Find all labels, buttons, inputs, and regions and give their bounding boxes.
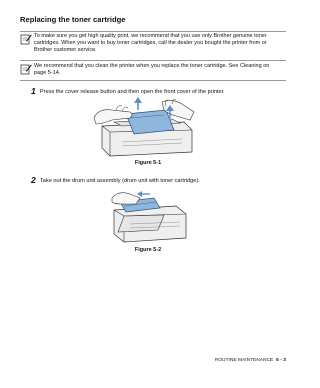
note-1 xyxy=(20,33,286,61)
step-number: 1 xyxy=(31,86,36,96)
note-2 xyxy=(20,63,286,79)
step-number: 2 xyxy=(31,175,36,185)
footer-section: ROUTINE MAINTENANCE xyxy=(214,357,274,362)
figure-drum-removal xyxy=(110,188,190,244)
page-footer xyxy=(215,357,286,362)
figure-caption: Figure 5-1 xyxy=(134,160,162,166)
note-pencil-icon xyxy=(20,33,32,45)
footer-page-number: 5 - 3 xyxy=(276,357,286,362)
figure-printer-open-cover xyxy=(92,96,198,158)
figure-caption: Figure 5-2 xyxy=(134,247,162,253)
note-rule-middle xyxy=(20,60,286,61)
note-text: We recommend that you clean the printer when you replace the toner cartridge. See Cleaning on page 5-14. xyxy=(34,63,270,77)
section-heading: Replacing the toner cartridge xyxy=(20,15,126,24)
step-text: Press the cover release button and then open the front cover of the printer. xyxy=(40,89,225,95)
step-text: Take out the drum unit assembly (drum unit with toner cartridge). xyxy=(40,178,200,184)
note-rule-top xyxy=(20,31,286,32)
note-pencil-icon xyxy=(20,63,32,75)
note-text: To make sure you get high quality print, we recommend that you use only Brother genuine toner cartridges. When you want to buy toner cartridges, call the dealer you bought the printer from or Brother customer service. xyxy=(34,33,267,54)
note-rule-bottom xyxy=(20,80,286,81)
